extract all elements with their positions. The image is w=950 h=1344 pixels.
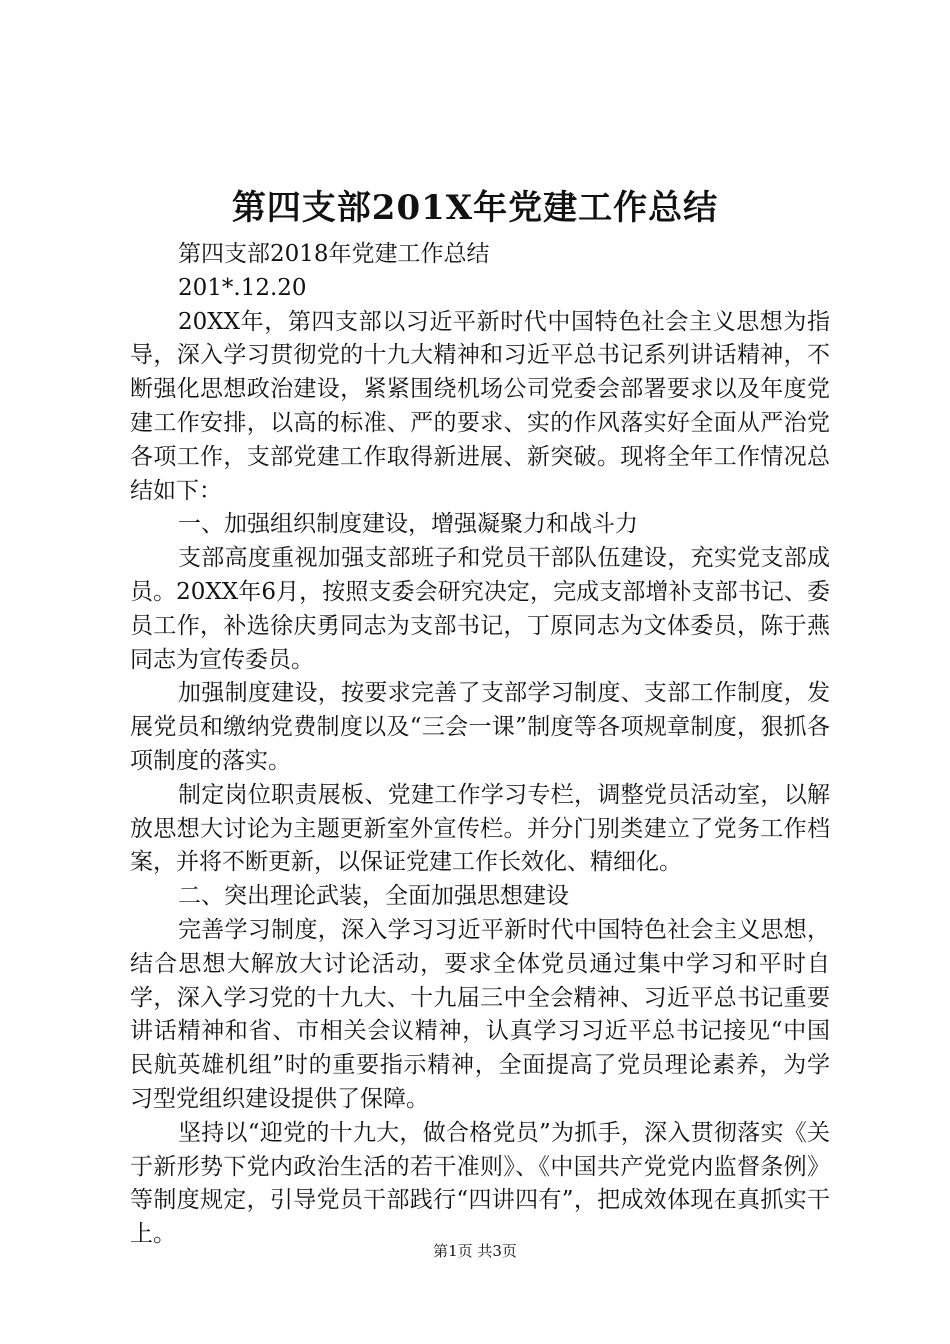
section-heading-2: 二、突出理论武装，全面加强思想建设 (178, 883, 569, 910)
intro-paragraph: 20XX年，第四支部以习近平新时代中国特色社会主义思想为指导，深入学习贯彻党的十九大精神和习近平总书记系列讲话精神，不断强化思想政治建设，紧紧围绕机场公司党委会部署要求以及年度党建工作安排，以高的标准、严的要求、实的作风落实好全面从严治党各项工作，支部党建工作取得新进展、新突破。现将全年工作情况总结如下： (130, 308, 830, 504)
page-footer: 第1页 共3页 (433, 1242, 517, 1260)
body-paragraph: 加强制度建设，按要求完善了支部学习制度、支部工作制度，发展党员和缴纳党费制度以及“三会一课”制度等各项规章制度，狠抓各项制度的落实。 (130, 680, 830, 774)
document-body (130, 238, 830, 1252)
body-paragraph: 支部高度重视加强支部班子和党员干部队伍建设，充实党支部成员。20XX年6月，按照支委会研究决定，完成支部增补支部书记、委员工作，补选徐庆勇同志为支部书记，丁原同志为文体委员，陈于燕同志为宣传委员。 (130, 545, 830, 673)
body-paragraph: 坚持以“迎党的十九大，做合格党员”为抓手，深入贯彻落实《关于新形势下党内政治生活的若干准则》、《中国共产党党内监督条例》等制度规定，引导党员干部践行“四讲四有”，把成效体现在真抓实干上。 (130, 1119, 830, 1248)
body-paragraph: 制定岗位职责展板、党建工作学习专栏，调整党员活动室，以解放思想大讨论为主题更新室外宣传栏。并分门别类建立了党务工作档案，并将不断更新，以保证党建工作长效化、精细化。 (130, 781, 830, 876)
body-paragraph: 完善学习制度，深入学习习近平新时代中国特色社会主义思想，结合思想大解放大讨论活动，要求全体党员通过集中学习和平时自学，深入学习党的十九大、十九届三中全会精神、习近平总书记重要讲话精神和省、市相关会议精神，认真学习习近平总书记接见“中国民航英雄机组”时的重要指示精神，全面提高了党员理论素养，为学习型党组织建设提供了保障。 (130, 916, 830, 1112)
subtitle-paragraph: 第四支部2018年党建工作总结 (178, 241, 490, 267)
section-heading-1: 一、加强组织制度建设，增强凝聚力和战斗力 (178, 511, 638, 538)
document-title: 第四支部201X年党建工作总结 (231, 188, 719, 228)
date-paragraph: 201*.12.20 (178, 274, 307, 301)
